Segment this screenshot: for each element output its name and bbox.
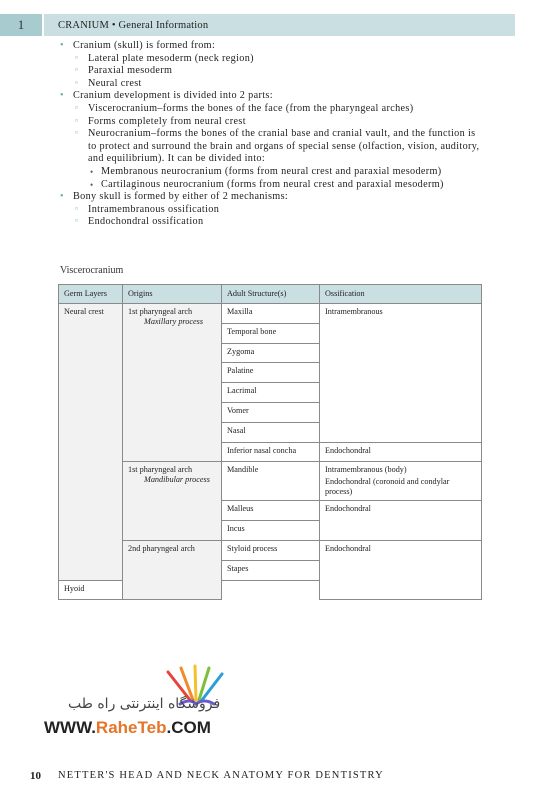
origin-cell: 1st pharyngeal arch Mandibular process <box>123 462 222 541</box>
sub-bullet: ▫ Endochondral ossification <box>73 216 480 229</box>
table-header-row <box>59 285 482 304</box>
sub-bullet: ▫ Forms completely from neural crest <box>73 116 480 129</box>
ossification-cell: Endochondral <box>320 540 482 599</box>
bullet: • Cranium development is divided into 2 parts: ▫ Viscerocranium–forms the bones of the face (from the pharyngeal arches) ▫ Forms completely from neural crest ▫ Neurocranium–forms the bones of the cranial base and cranial vault, and the function is to protect and surround the brain and organs of special sense (olfaction, vision, auditory, and equilibrium). It can be divided into: • Membranous neurocranium (forms from neural crest and paraxial mesoderm) • Cartilaginous neurocranium (forms from neural crest and paraxial mesoderm) <box>60 90 480 191</box>
sub-sub-bullet: • Cartilaginous neurocranium (forms from neural crest and paraxial mesoderm) <box>88 179 480 192</box>
sub-bullet: ▫ Neural crest <box>73 78 480 91</box>
sub-bullet: ▫ Neurocranium–forms the bones of the cranial base and cranial vault, and the function is to protect and surround the brain and organs of special sense (olfaction, vision, auditory, and equilibrium). It can be divided into: • Membranous neurocranium (forms from neural crest and paraxial mesoderm) • Cartilaginous neurocranium (forms from neural crest and paraxial mesoderm) <box>73 128 480 191</box>
chapter-number: 1 <box>0 14 42 36</box>
structure-cell: Vomer <box>222 402 320 422</box>
header-cell: Adult Structure(s) <box>222 285 320 304</box>
sub-bullet: ▫ Lateral plate mesoderm (neck region) <box>73 53 480 66</box>
table-caption: Viscerocranium <box>60 265 124 276</box>
ossification-cell: Intramembranous (body) Endochondral (coronoid and condylar process) <box>320 462 482 501</box>
origin-cell: 2nd pharyngeal arch <box>123 540 222 599</box>
bullet: • Cranium (skull) is formed from: ▫ Lateral plate mesoderm (neck region) ▫ Paraxial mesoderm ▫ Neural crest <box>60 40 480 90</box>
structure-cell: Incus <box>222 521 320 541</box>
structure-cell: Temporal bone <box>222 323 320 343</box>
watermark-url: WWW.RaheTeb.COM <box>44 718 211 737</box>
watermark-persian: فروشگاه اینترنتی راه طب <box>68 696 221 712</box>
page-number: 10 <box>30 770 41 782</box>
germ-layer-cell: Neural crest <box>59 304 123 581</box>
table-row <box>59 462 482 501</box>
header-cell: Ossification <box>320 285 482 304</box>
structure-cell: Inferior nasal concha <box>222 442 320 462</box>
origin-cell: 1st pharyngeal arch Maxillary process <box>123 304 222 462</box>
structure-cell: Zygoma <box>222 343 320 363</box>
ossification-cell: Intramembranous <box>320 304 482 443</box>
structure-cell: Stapes <box>222 560 320 580</box>
header-cell: Germ Layers <box>59 285 123 304</box>
structure-cell: Malleus <box>222 501 320 521</box>
viscerocranium-table <box>58 284 482 600</box>
sub-bullet: ▫ Paraxial mesoderm <box>73 65 480 78</box>
structure-cell: Palatine <box>222 363 320 383</box>
table-row <box>59 540 482 560</box>
header-cell: Origins <box>123 285 222 304</box>
table-row <box>59 304 482 324</box>
running-header: CRANIUM • General Information <box>44 14 515 36</box>
structure-cell: Nasal <box>222 422 320 442</box>
sub-bullet: ▫ Intramembranous ossification <box>73 204 480 217</box>
bullet: • Bony skull is formed by either of 2 mechanisms: ▫ Intramembranous ossification ▫ Endochondral ossification <box>60 191 480 229</box>
structure-cell: Hyoid <box>59 580 123 600</box>
sub-sub-bullet: • Membranous neurocranium (forms from neural crest and paraxial mesoderm) <box>88 166 480 179</box>
structure-cell: Mandible <box>222 462 320 501</box>
book-title-footer: NETTER'S HEAD AND NECK ANATOMY FOR DENTISTRY <box>58 770 384 781</box>
bullet-content <box>60 40 480 229</box>
ossification-cell: Endochondral <box>320 501 482 541</box>
ossification-cell: Endochondral <box>320 442 482 462</box>
structure-cell: Lacrimal <box>222 383 320 403</box>
sub-bullet: ▫ Viscerocranium–forms the bones of the face (from the pharyngeal arches) <box>73 103 480 116</box>
structure-cell: Maxilla <box>222 304 320 324</box>
structure-cell: Styloid process <box>222 540 320 560</box>
